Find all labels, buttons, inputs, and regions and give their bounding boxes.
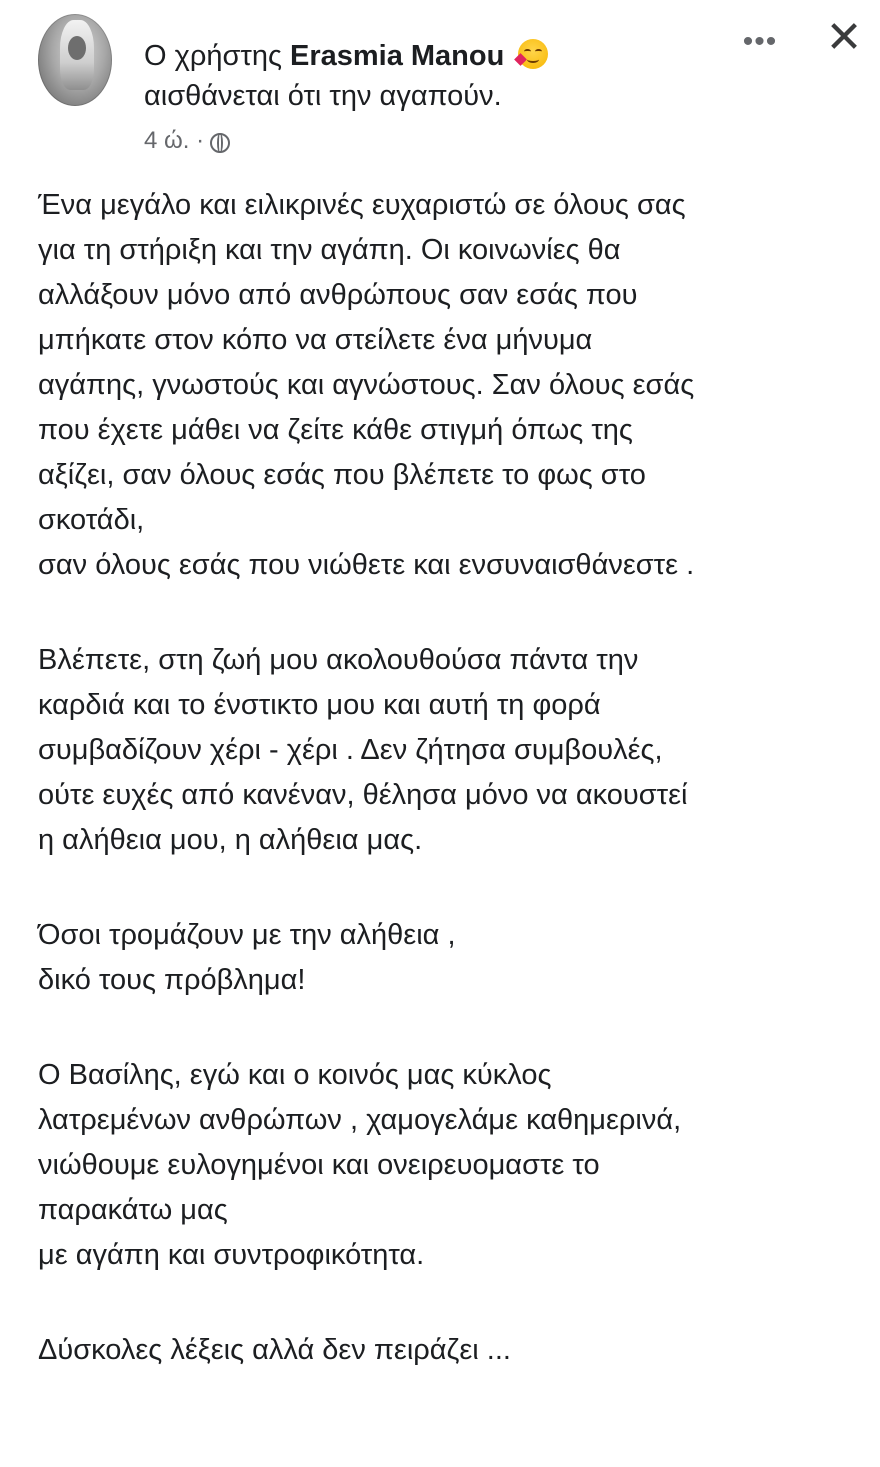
post-text-line: Βλέπετε, στη ζωή μου ακολουθούσα πάντα την [38,644,639,676]
post-paragraph [38,1053,868,1278]
more-options-button[interactable]: ••• [742,25,778,58]
post-text-line: Ο Βασίλης, εγώ και ο κοινός μας κύκλος [38,1059,552,1091]
post-text-line: αγάπης, γνωστούς και αγνώστους. Σαν όλους εσάς [38,369,695,401]
post-text-line: νιώθουμε ευλογημένοι και ονειρευομαστε το [38,1149,600,1181]
paragraph-gap [38,863,868,913]
smiling-face-with-hearts-emoji-icon [518,39,548,69]
post-header [38,14,868,164]
post-text-line: Ένα μεγάλο και ειλικρινές ευχαριστώ σε όλους σας [38,189,686,221]
post-text-line: μπήκατε στον κόπο να στείλετε ένα μήνυμα [38,324,593,356]
post-text-line: αλλάξουν μόνο από ανθρώπους σαν εσάς που [38,279,638,311]
paragraph-gap [38,1278,868,1328]
author-prefix: Ο χρήστης [144,40,282,72]
globe-icon [210,133,230,153]
post-body [38,183,868,1373]
post-timestamp[interactable]: 4 ώ. · [144,127,205,154]
post-text-line: σαν όλους εσάς που νιώθετε και ενσυναισθάνεστε . [38,549,695,581]
post-text-line: για τη στήριξη και την αγάπη. Οι κοινωνίες θα [38,234,621,266]
paragraph-gap [38,588,868,638]
post-text-line: που έχετε μάθει να ζείτε κάθε στιγμή όπως της [38,414,633,446]
post-text-line: με αγάπη και συντροφικότητα. [38,1239,425,1271]
paragraph-gap [38,1003,868,1053]
post-text-line: καρδιά και το ένστικτο μου και αυτή τη φορά [38,689,601,721]
avatar-face-shape [68,36,86,60]
post-text-line: Όσοι τρομάζουν με την αλήθεια , [38,919,456,951]
post-text-line: παρακάτω μας [38,1194,228,1226]
post-text-line: σκοτάδι, [38,504,145,536]
feeling-status[interactable]: αισθάνεται ότι την αγαπούν. [144,80,502,112]
post-meta [144,126,230,156]
post-paragraph [38,183,868,588]
post-paragraph [38,913,868,1003]
post-paragraph [38,638,868,863]
post-text-line: λατρεμένων ανθρώπων , χαμογελάμε καθημερινά, [38,1104,682,1136]
post-text-line: Δύσκολες λέξεις αλλά δεν πειράζει ... [38,1334,511,1366]
post-text-line: συμβαδίζουν χέρι - χέρι . Δεν ζήτησα συμβουλές, [38,734,663,766]
post-text-line: δικό τους πρόβλημα! [38,964,306,996]
post-paragraph [38,1328,868,1373]
avatar[interactable] [38,14,112,106]
post-text-line: ούτε ευχές από κανέναν, θέλησα μόνο να ακουστεί [38,779,688,811]
close-button[interactable]: ✕ [825,13,863,62]
author-name[interactable]: Erasmia Manou [289,40,505,72]
post-text-line: αξίζει, σαν όλους εσάς που βλέπετε το φως στο [38,459,646,491]
post-text-line: η αλήθεια μου, η αλήθεια μας. [38,824,423,856]
author-line [144,38,548,74]
